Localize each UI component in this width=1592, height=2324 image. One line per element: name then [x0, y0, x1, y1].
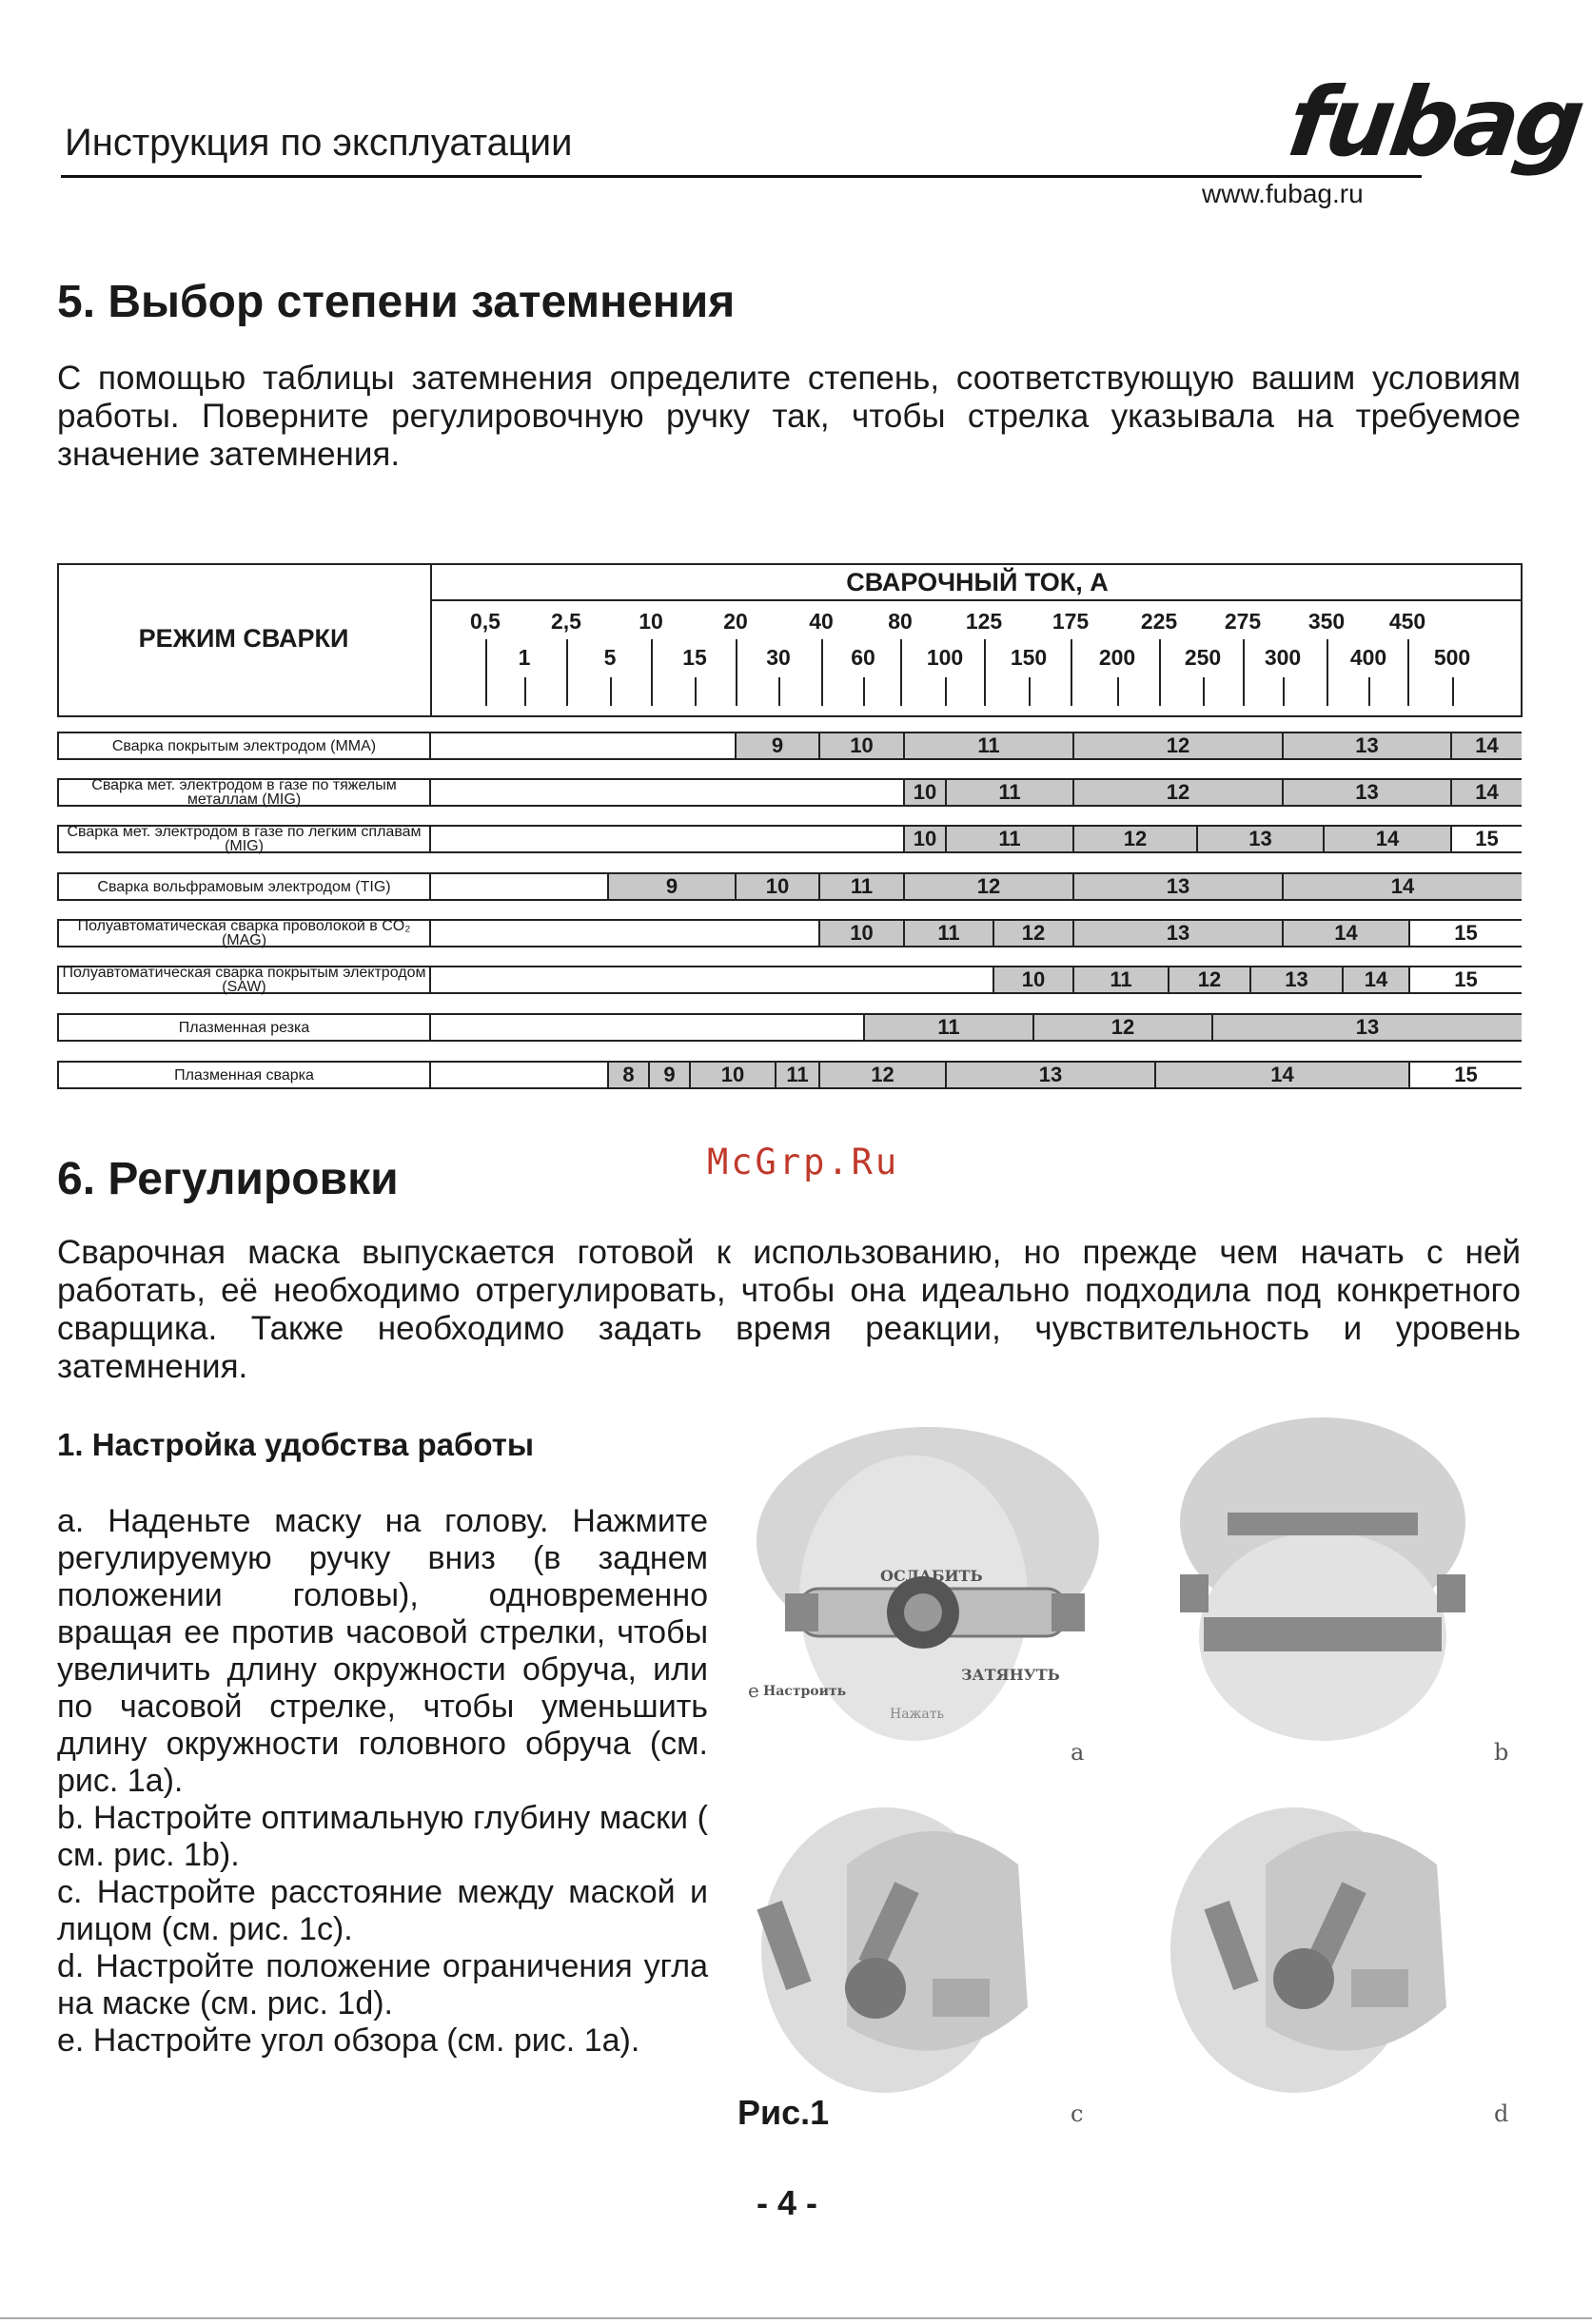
shade-cell: 15 [1408, 967, 1522, 992]
shade-cell: 12 [1072, 827, 1196, 851]
svg-text:a: a [1071, 1739, 1085, 1766]
step-e: e. Настройте угол обзора (см. рис. 1а). [57, 2022, 640, 2059]
step-c: c. Настройте расстояние между маской и лицом (см. рис. 1с). [57, 1874, 708, 1947]
shade-cell: 11 [945, 780, 1072, 805]
scale-tick [651, 639, 653, 706]
shade-cell: 15 [1408, 921, 1522, 946]
scale-bottom-value: 500 [1433, 645, 1471, 670]
scale-tick [610, 677, 612, 706]
comfort-steps [57, 1503, 708, 2060]
scale-tick [945, 677, 947, 706]
scale-top-value: 2,5 [551, 609, 581, 634]
shade-cell: 9 [735, 733, 818, 758]
scale-tick [1452, 677, 1454, 706]
scale-tick [485, 639, 487, 706]
header-rule [61, 175, 1422, 178]
scale-tick [1283, 677, 1285, 706]
section5-heading: 5. Выбор степени затемнения [57, 277, 736, 327]
shade-cell: 14 [1323, 827, 1450, 851]
scale-bottom-value: 250 [1184, 645, 1222, 670]
svg-text:e: e [748, 1679, 759, 1702]
helmet-figure [733, 1417, 1542, 2140]
shade-cell: 14 [1450, 733, 1522, 758]
shade-cell: 10 [903, 780, 945, 805]
shade-cell: 11 [775, 1063, 818, 1087]
row-bar [431, 919, 1522, 947]
page-number: - 4 - [757, 2183, 818, 2222]
shade-cell: 12 [903, 874, 1072, 899]
step-d: d. Настройте положение ограничения угла на маске (см. рис. 1d). [57, 1948, 708, 2021]
scale-tick [1159, 639, 1161, 706]
helmet-panel-c [757, 1807, 1083, 2127]
watermark: McGrp.Ru [707, 1142, 900, 1182]
shade-cell: 14 [1342, 967, 1408, 992]
bottom-rule [0, 2317, 1592, 2319]
header-url: www.fubag.ru [1202, 179, 1364, 208]
row-label: Полуавтоматическая сварка проволокой в CO₂ (MAG) [57, 919, 431, 947]
shade-cell: 10 [818, 921, 903, 946]
scale-top-value: 350 [1307, 609, 1346, 634]
scale-top-value: 125 [965, 609, 1003, 634]
scale-bottom-value: 150 [1010, 645, 1048, 670]
scale-bottom-value: 15 [682, 645, 707, 670]
shade-cell: 10 [993, 967, 1072, 992]
helmet-panel-a [748, 1427, 1099, 1766]
svg-text:c: c [1071, 2100, 1084, 2127]
scale-tick [1117, 677, 1119, 706]
row-bar [431, 778, 1522, 807]
current-header: СВАРОЧНЫЙ ТОК, А [846, 568, 1109, 596]
shade-cell: 13 [1249, 967, 1342, 992]
row-bar [431, 732, 1522, 760]
scale-bottom-value: 1 [518, 645, 531, 670]
table-header-hrule [430, 599, 1523, 601]
scale-tick [821, 639, 823, 706]
shade-cell: 10 [818, 733, 903, 758]
scale-tick [1327, 639, 1328, 706]
row-label: Плазменная сварка [57, 1061, 431, 1089]
shade-cell: 11 [903, 921, 993, 946]
shade-cell: 9 [607, 874, 735, 899]
scale-tick [1368, 677, 1370, 706]
step-a: a. Наденьте маску на голову. Нажмите регулируемую ручку вниз (в заднем положении головы), одновременно вращая ее против часовой стрелки, чтобы увеличить длину окружности обруча, или по часовой стрелке, чтобы уменьшить длину окружности головного обруча (см. рис. 1а). [57, 1503, 708, 1799]
svg-text:Нажать: Нажать [890, 1707, 945, 1722]
scale-tick [695, 677, 697, 706]
shade-cell: 14 [1282, 921, 1408, 946]
scale-top-value: 10 [639, 609, 663, 634]
svg-text:Настроить: Настроить [763, 1684, 847, 1699]
row-bar [431, 872, 1522, 901]
shade-cell: 12 [818, 1063, 945, 1087]
scale-bottom-value: 60 [851, 645, 875, 670]
scale-top-value: 80 [888, 609, 913, 634]
scale-top-value: 0,5 [470, 609, 501, 634]
shade-cell: 15 [1450, 827, 1522, 851]
scale-top-value: 20 [723, 609, 748, 634]
section6-text: Сварочная маска выпускается готовой к использованию, но прежде чем начать с ней работать, её необходимо отрегулировать, чтобы она идеально подходила под конкретного сварщика. Также необходимо задать время реакции, чувствительность и уровень затемнения. [57, 1234, 1521, 1385]
scale-tick [566, 639, 568, 706]
shade-cell: 13 [945, 1063, 1154, 1087]
row-bar [431, 1061, 1522, 1089]
svg-text:ЗАТЯНУТЬ: ЗАТЯНУТЬ [961, 1666, 1060, 1684]
scale-bottom-value: 5 [603, 645, 617, 670]
shade-cell: 10 [735, 874, 818, 899]
shade-cell: 13 [1211, 1015, 1522, 1040]
shade-cell: 11 [863, 1015, 1032, 1040]
shade-cell: 13 [1072, 874, 1282, 899]
scale-tick [1243, 639, 1245, 706]
scale-top-value: 175 [1052, 609, 1090, 634]
shade-cell: 12 [1032, 1015, 1211, 1040]
shade-cell: 11 [945, 827, 1072, 851]
shade-cell: 13 [1072, 921, 1282, 946]
scale-tick [900, 639, 902, 706]
svg-text:b: b [1494, 1739, 1509, 1766]
scale-bottom-value: 200 [1098, 645, 1136, 670]
fubag-logo: fubag [1281, 67, 1588, 178]
scale-tick [1203, 677, 1205, 706]
scale-tick [984, 639, 986, 706]
row-label: Сварка мет. электродом в газе по легким сплавам (MIG) [57, 825, 431, 853]
scale-top-value: 275 [1224, 609, 1262, 634]
shade-cell: 14 [1450, 780, 1522, 805]
scale-tick [524, 677, 526, 706]
shade-cell: 14 [1282, 874, 1522, 899]
scale-top-value: 450 [1388, 609, 1426, 634]
shade-cell: 8 [607, 1063, 648, 1087]
scale-top-value: 225 [1140, 609, 1178, 634]
shade-cell: 9 [648, 1063, 689, 1087]
shade-cell: 10 [689, 1063, 775, 1087]
step-b: b. Настройте оптимальную глубину маски ( см. рис. 1b). [57, 1800, 708, 1873]
section5-text: С помощью таблицы затемнения определите степень, соответствующую вашим условиям работы. Поверните регулировочную ручку так, чтобы стрелка указывала на требуемое значение затемнения. [57, 360, 1521, 473]
scale-tick [1029, 677, 1031, 706]
shade-cell: 11 [903, 733, 1072, 758]
shade-cell: 12 [1168, 967, 1249, 992]
shade-cell: 10 [903, 827, 945, 851]
shade-cell: 13 [1282, 733, 1450, 758]
row-label: Полуавтоматическая сварка покрытым электродом (SAW) [57, 966, 431, 994]
svg-text:d: d [1494, 2100, 1509, 2127]
helmet-panel-d [1170, 1807, 1508, 2127]
figure-caption: Рис.1 [737, 2093, 830, 2132]
scale-tick [1407, 639, 1409, 706]
row-label: Сварка покрытым электродом (MMA) [57, 732, 431, 760]
shade-cell: 15 [1408, 1063, 1522, 1087]
mode-header: РЕЖИМ СВАРКИ [138, 624, 349, 653]
scale-tick [1071, 639, 1072, 706]
row-label: Сварка мет. электродом в газе по тяжелым металлам (MIG) [57, 778, 431, 807]
row-bar [431, 966, 1522, 994]
shade-cell: 11 [1072, 967, 1168, 992]
scale-tick [863, 677, 865, 706]
shade-cell: 13 [1196, 827, 1323, 851]
shade-cell: 12 [1072, 780, 1282, 805]
shade-cell: 14 [1154, 1063, 1408, 1087]
shade-cell: 12 [1072, 733, 1282, 758]
scale-bottom-value: 400 [1349, 645, 1387, 670]
section6-heading: 6. Регулировки [57, 1154, 399, 1204]
scale-top-value: 40 [809, 609, 834, 634]
scale-bottom-value: 30 [766, 645, 791, 670]
svg-text:ОСЛАБИТЬ: ОСЛАБИТЬ [880, 1567, 983, 1585]
row-bar [431, 1013, 1522, 1042]
row-bar [431, 825, 1522, 853]
shade-cell: 12 [993, 921, 1072, 946]
comfort-subheading: 1. Настройка удобства работы [57, 1427, 535, 1462]
shade-cell: 11 [818, 874, 903, 899]
scale-tick [736, 639, 737, 706]
row-label: Сварка вольфрамовым электродом (TIG) [57, 872, 431, 901]
row-label: Плазменная резка [57, 1013, 431, 1042]
header-title: Инструкция по эксплуатации [65, 122, 573, 164]
shade-cell: 13 [1282, 780, 1450, 805]
helmet-panel-b [1180, 1417, 1508, 1766]
scale-bottom-value: 100 [926, 645, 964, 670]
scale-tick [778, 677, 780, 706]
scale-bottom-value: 300 [1264, 645, 1302, 670]
